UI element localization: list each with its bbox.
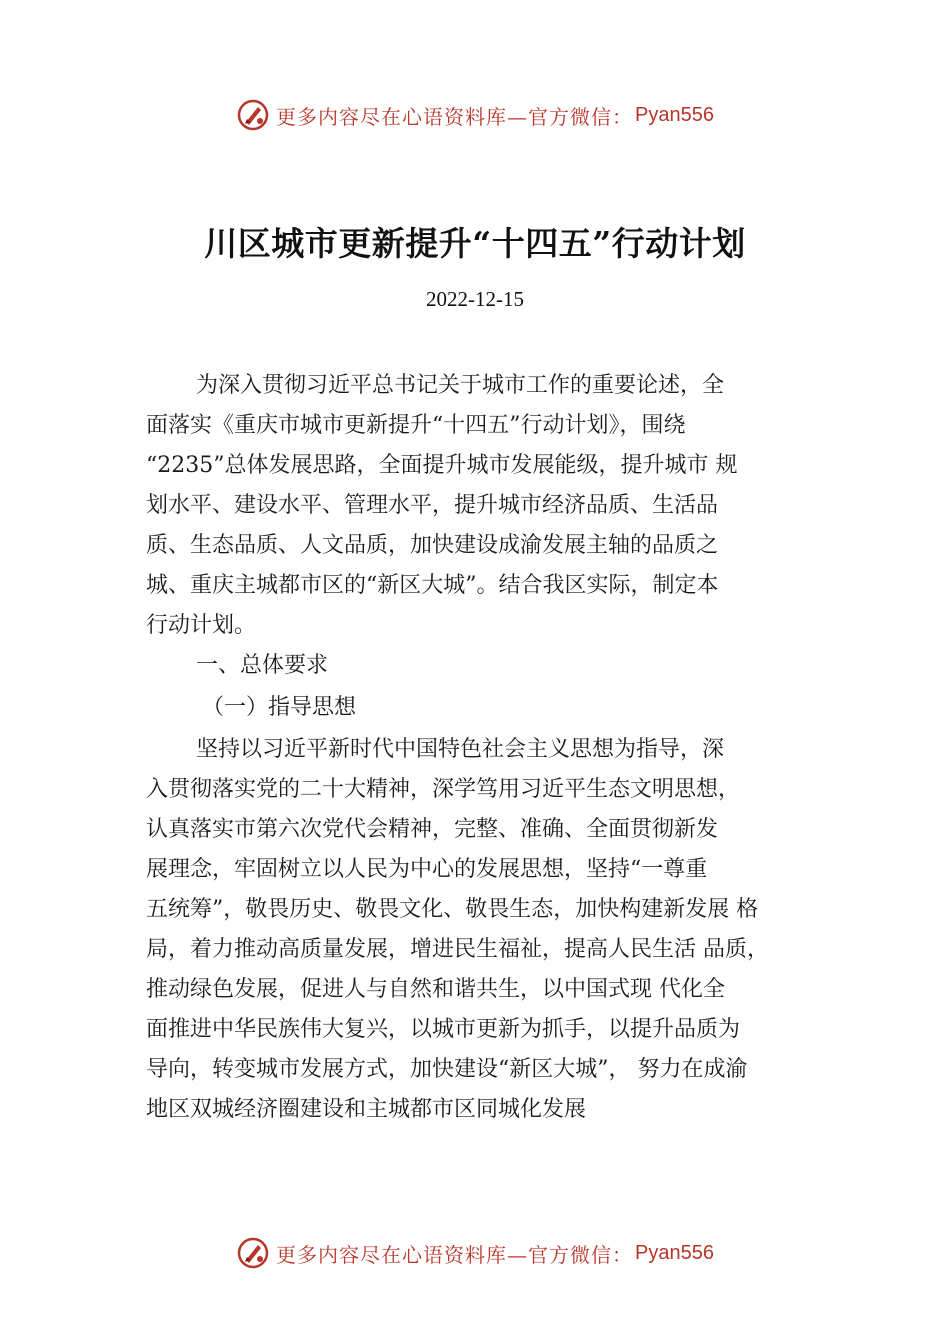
body-line: “2235”总体发展思路，全面提升城市发展能级，提升城市 规 [146, 453, 738, 478]
body-line: 入贯彻落实党的二十大精神，深学笃用习近平生态文明思想， [146, 777, 741, 802]
body-line: 认真落实市第六次党代会精神，完整、准确、全面贯彻新发 [146, 817, 719, 842]
watermark-text: 更多内容尽在心语资料库—官方微信： [276, 1242, 634, 1267]
body-line: 地区双城经济圈建设和主城都市区同城化发展 [146, 1097, 587, 1122]
body-line: 面推进中华民族伟大复兴，以城市更新为抓手，以提升品质为 [146, 1017, 741, 1042]
body-line: 五统筹”，敬畏历史、敬畏文化、敬畏生态，加快构建新发展 格 [146, 897, 759, 922]
pen-logo-icon [236, 1236, 270, 1270]
body-line: 展理念，牢固树立以人民为中心的发展思想，坚持“一尊重 [146, 857, 708, 882]
watermark-text: 更多内容尽在心语资料库—官方微信： [276, 104, 634, 129]
body-line: 坚持以习近平新时代中国特色社会主义思想为指导，深 [196, 737, 725, 762]
section-heading: 一、总体要求 [196, 653, 329, 678]
watermark-wechat-id: Pyan556 [635, 1241, 714, 1264]
body-line: 局，着力推动高质量发展，增进民生福祉，提高人民生活 品质， [146, 937, 769, 962]
subsection-heading: （一）指导思想 [202, 695, 357, 720]
body-line: 导向，转变城市发展方式，加快建设“新区大城”， 努力在成渝 [146, 1057, 748, 1082]
watermark-banner-top [0, 95, 950, 135]
body-line: 质、生态品质、人文品质，加快建设成渝发展主轴的品质之 [146, 533, 719, 558]
body-line: 为深入贯彻习近平总书记关于城市工作的重要论述，全 [196, 373, 725, 398]
watermark-banner-bottom [0, 1233, 950, 1273]
document-body [146, 366, 866, 1130]
watermark-wechat-id: Pyan556 [635, 103, 714, 126]
body-line: 行动计划。 [146, 613, 257, 638]
body-line: 推动绿色发展，促进人与自然和谐共生，以中国式现 代化全 [146, 977, 725, 1002]
body-line: 划水平、建设水平、管理水平，提升城市经济品质、生活品 [146, 493, 719, 518]
document-title: 川区城市更新提升“十四五”行动计划 [204, 224, 746, 263]
body-line: 面落实《重庆市城市更新提升“十四五”行动计划》，围绕 [146, 413, 686, 438]
pen-logo-icon [236, 98, 270, 132]
body-line: 城、重庆主城都市区的“新区大城”。结合我区实际，制定本 [146, 573, 719, 598]
document-date: 2022-12-15 [426, 287, 524, 311]
